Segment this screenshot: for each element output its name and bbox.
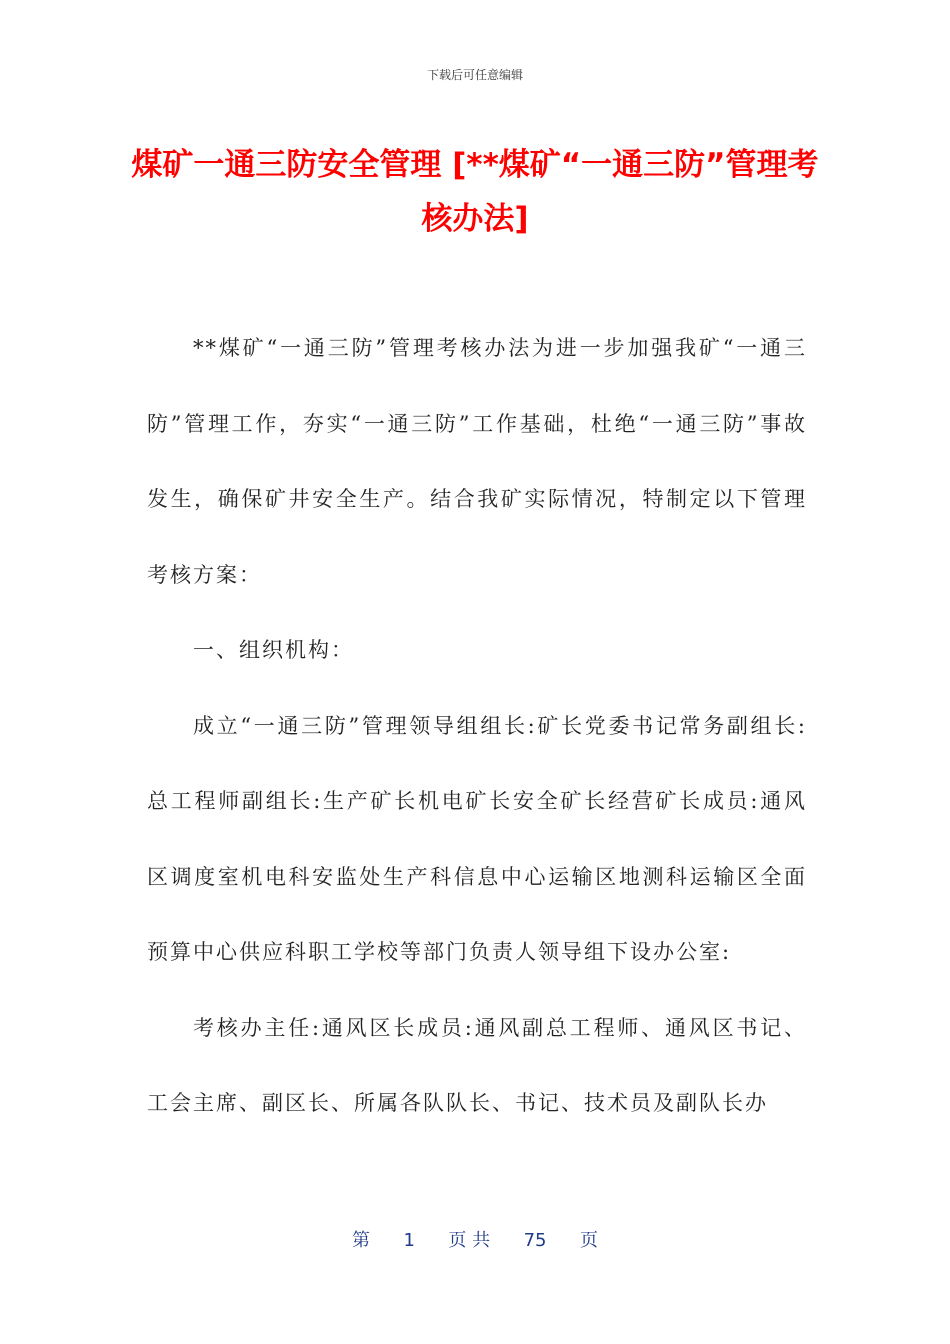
page-number: 1 bbox=[403, 1230, 415, 1251]
page-footer bbox=[0, 1226, 950, 1252]
document-title: 煤矿一通三防安全管理 [**煤矿“一通三防”管理考核办法] bbox=[131, 147, 819, 237]
document-body bbox=[147, 311, 807, 1142]
page-suffix: 页 bbox=[579, 1230, 598, 1251]
page-total: 75 bbox=[523, 1230, 547, 1251]
header-note: 下载后可任意编辑 bbox=[426, 68, 523, 82]
paragraph-assessment-office: 考核办主任:通风区长成员:通风副总工程师、通风区书记、工会主席、副区长、所属各队队长、书记、技术员及副队长办 bbox=[147, 1015, 807, 1115]
page-prefix: 第 bbox=[352, 1230, 371, 1251]
paragraph-section-heading: 一、组织机构： bbox=[193, 638, 354, 662]
page-middle: 页 共 bbox=[448, 1230, 491, 1251]
paragraph-leadership-group: 成立“一通三防”管理领导组组长:矿长党委书记常务副组长:总工程师副组长:生产矿长机电矿长安全矿长经营矿长成员:通风区调度室机电科安监处生产科信息中心运输区地测科运输区全面预算中心供应科职工学校等部门负责人领导组下设办公室: bbox=[147, 713, 807, 964]
paragraph-intro: **煤矿“一通三防”管理考核办法为进一步加强我矿“一通三防”管理工作，夯实“一通三防”工作基础，杜绝“一通三防”事故发生，确保矿井安全生产。结合我矿实际情况，特制定以下管理考核方案： bbox=[147, 336, 807, 587]
